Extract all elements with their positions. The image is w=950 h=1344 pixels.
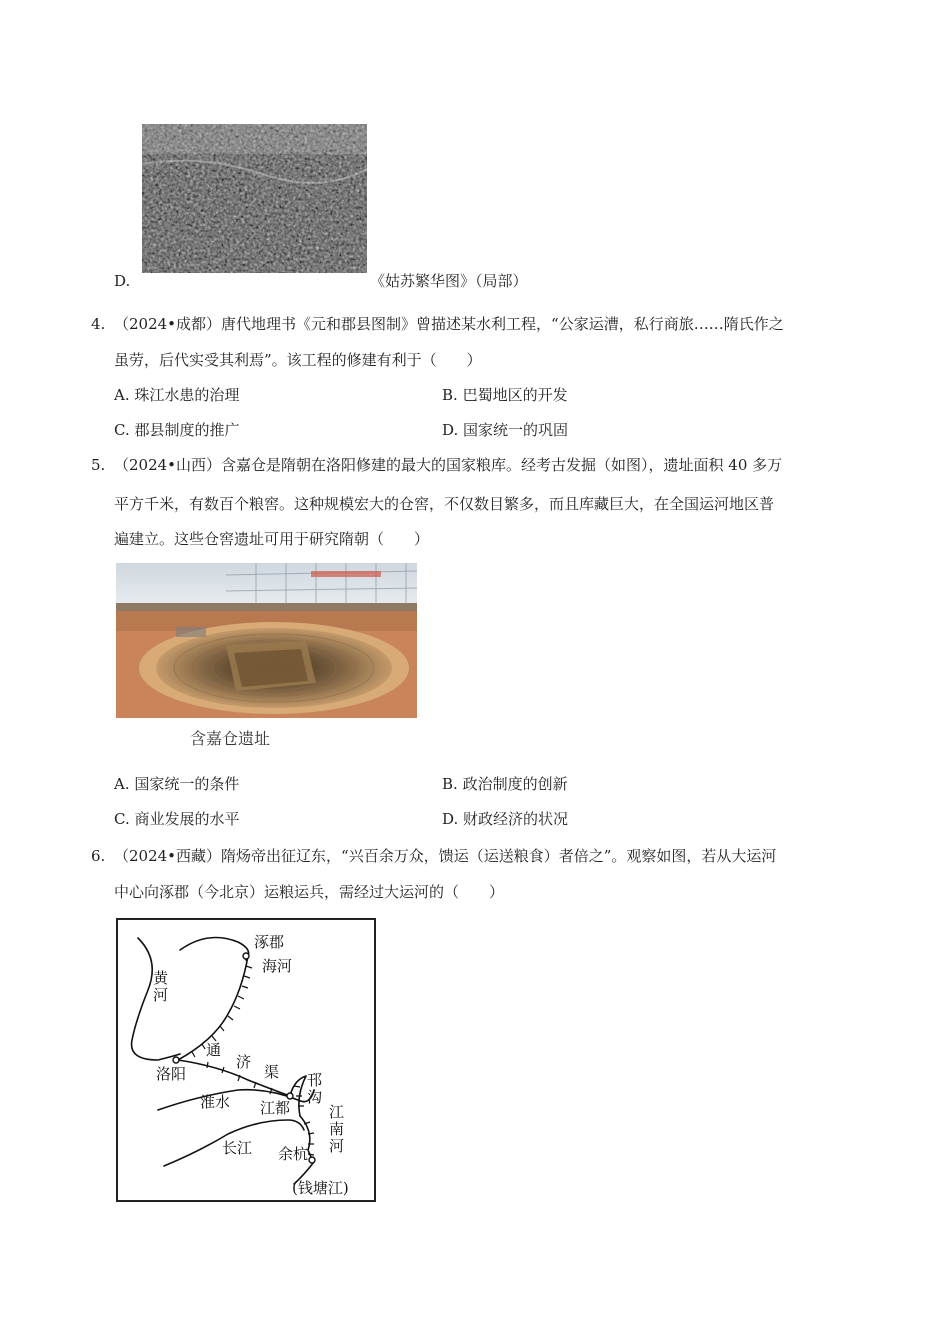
hanjiacang-site-image <box>116 563 417 718</box>
map-label-tongjiqu-2: 济 <box>236 1053 252 1071</box>
option-letter: A. <box>114 775 130 793</box>
q4-stem-line1: （2024•成都）唐代地理书《元和郡县图制》曾描述某水利工程，“公家运漕，私行商旅……隋氏作之 <box>114 315 784 333</box>
q6-stem-line1: （2024•西藏）隋炀帝出征辽东，“兴百余万众，馈运（运送粮食）者倍之”。观察如图，若从大运河 <box>114 847 777 865</box>
q5-option-b[interactable] <box>442 774 568 794</box>
option-letter: C. <box>114 810 130 828</box>
q5-stem-line2: 平方千米，有数百个粮窖。这种规模宏大的仓窖，不仅数目繁多，而且库藏巨大，在全国运河地区普 <box>114 495 775 513</box>
map-label-huaishui: 淮水 <box>200 1093 231 1111</box>
option-letter: B. <box>442 775 458 793</box>
option-text: 郡县制度的推广 <box>134 421 240 439</box>
q4-stem-line2: 虽劳，后代实受其利焉”。该工程的修建有利于（ ） <box>114 351 482 369</box>
map-label-luoyang: 洛阳 <box>156 1065 187 1083</box>
q3-option-d-letter: D. <box>114 272 131 290</box>
map-label-yuhang: 余杭 <box>278 1145 309 1163</box>
q4-option-d[interactable] <box>442 420 568 440</box>
hanjiacang-image-caption: 含嘉仓遗址 <box>190 729 271 748</box>
map-label-huanghe: 黄河 <box>152 969 168 1004</box>
option-text: 商业发展的水平 <box>134 810 240 828</box>
yuhang-marker-icon <box>309 1157 315 1163</box>
q5-option-a[interactable] <box>114 774 239 794</box>
q5-number: 5. <box>91 456 106 474</box>
q6-number: 6. <box>91 847 106 865</box>
option-letter: A. <box>114 386 130 404</box>
map-label-haihe: 海河 <box>262 957 293 975</box>
zhuojun-marker-icon <box>243 953 249 959</box>
option-letter: D. <box>442 810 459 828</box>
map-label-tongjiqu-3: 渠 <box>264 1063 280 1081</box>
q5-stem-line1: （2024•山西）含嘉仓是隋朝在洛阳修建的最大的国家粮库。经考古发掘（如图），遗址面积 40 多万 <box>114 456 783 474</box>
map-label-changjiang: 长江 <box>222 1139 253 1157</box>
map-label-qiantangjiang: (钱塘江) <box>292 1179 349 1197</box>
q5-option-d[interactable] <box>442 809 568 829</box>
option-text: 政治制度的创新 <box>462 775 568 793</box>
gusu-painting-image <box>142 124 367 273</box>
option-letter: C. <box>114 421 130 439</box>
map-label-jiangdu: 江都 <box>260 1099 291 1117</box>
map-label-jiangnanhe: 江南河 <box>328 1103 344 1155</box>
q5-stem-line3: 遍建立。这些仓窖遗址可用于研究隋朝（ ） <box>114 530 430 548</box>
map-label-zhuojun: 涿郡 <box>254 933 285 951</box>
q6-stem-line2: 中心向涿郡（今北京）运粮运兵，需经过大运河的（ ） <box>114 883 505 901</box>
option-letter: B. <box>442 386 458 404</box>
q4-number: 4. <box>91 315 106 333</box>
option-text: 国家统一的条件 <box>134 775 240 793</box>
option-text: 珠江水患的治理 <box>134 386 240 404</box>
haihe-line <box>180 938 249 961</box>
q4-option-b[interactable] <box>442 385 568 405</box>
option-text: 巴蜀地区的开发 <box>462 386 568 404</box>
option-text: 国家统一的巩固 <box>463 421 569 439</box>
option-letter: D. <box>442 421 459 439</box>
q3-option-d-caption: 《姑苏繁华图》（局部） <box>370 272 528 290</box>
grand-canal-map <box>116 918 376 1202</box>
q4-option-a[interactable] <box>114 385 239 405</box>
q5-option-c[interactable] <box>114 809 240 829</box>
map-label-tongjiqu-1: 通 <box>206 1041 222 1059</box>
q4-option-c[interactable] <box>114 420 240 440</box>
option-text: 财政经济的状况 <box>463 810 569 828</box>
luoyang-marker-icon <box>173 1057 179 1063</box>
map-label-hangou: 邗沟 <box>306 1071 322 1106</box>
